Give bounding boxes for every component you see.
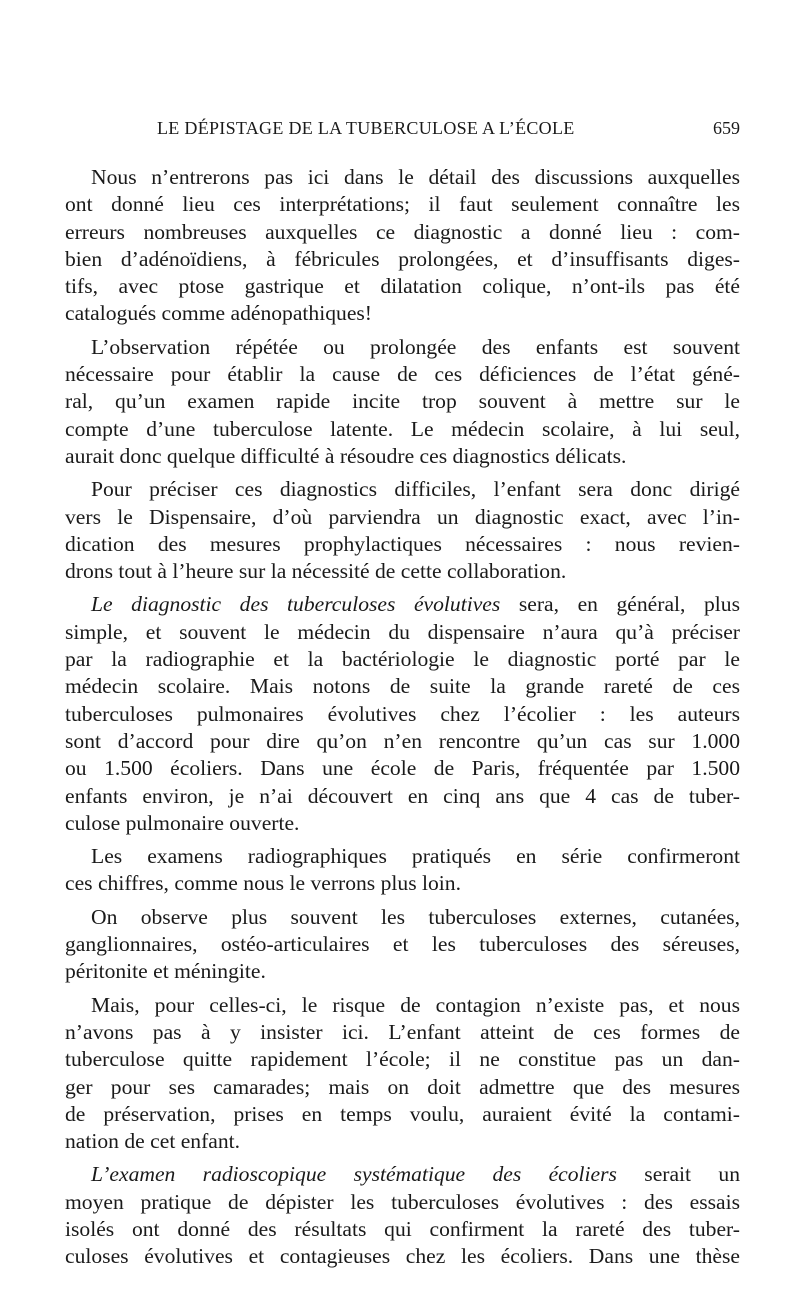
text-line: catalogués comme adénopathiques! — [65, 301, 372, 326]
text-line: vers le Dispensaire, d’où parviendra un diagnostic exact, avec l’in- — [65, 504, 740, 529]
text-line: On observe plus souvent les tuberculoses externes, cutanées, — [91, 904, 740, 929]
text-line: culose pulmonaire ouverte. — [65, 810, 300, 835]
text-line — [65, 1161, 740, 1188]
text-line: ou 1.500 écoliers. Dans une école de Paris, fréquentée par 1.500 — [65, 756, 740, 781]
text-line — [65, 591, 740, 618]
text-line: Pour préciser ces diagnostics difficiles, l’enfant sera donc dirigé — [91, 477, 740, 502]
text-line: tuberculose quitte rapidement l’école; il ne constitue pas un dan- — [65, 1047, 740, 1072]
text-line: Les examens radiographiques pratiqués en série confirmeront — [91, 844, 740, 869]
text-line: tuberculoses pulmonaires évolutives chez l’écolier : les auteurs — [65, 701, 740, 726]
paragraph — [65, 334, 740, 470]
text-line: erreurs nombreuses auxquelles ce diagnostic a donné lieu : com- — [65, 219, 740, 244]
text-line: ont donné lieu ces interprétations; il faut seulement connaître les — [65, 192, 740, 217]
paragraph — [65, 476, 740, 585]
body-text — [65, 164, 740, 1271]
running-title: LE DÉPISTAGE DE LA TUBERCULOSE A L’ÉCOLE — [157, 118, 575, 138]
text-line: nécessaire pour établir la cause de ces déficiences de l’état géné- — [65, 362, 740, 387]
paragraph — [65, 591, 740, 837]
text-line: sont d’accord pour dire qu’on n’en rencontre qu’un cas sur 1.000 — [65, 728, 740, 753]
text-line: ces chiffres, comme nous le verrons plus loin. — [65, 871, 461, 896]
text-line: dication des mesures prophylactiques nécessaires : nous revien- — [65, 531, 740, 556]
paragraph — [65, 843, 740, 898]
text-line: nation de cet enfant. — [65, 1129, 241, 1154]
text-line: Mais, pour celles-ci, le risque de contagion n’existe pas, et nous — [91, 992, 740, 1017]
text-line: bien d’adénoïdiens, à fébricules prolongées, et d’insuffisants diges- — [65, 246, 740, 271]
text-line: ral, qu’un examen rapide incite trop souvent à mettre sur le — [65, 389, 740, 414]
text-line: enfants environ, je n’ai découvert en cinq ans que 4 cas de tuber- — [65, 783, 740, 808]
paragraph — [65, 904, 740, 986]
text-line: culoses évolutives et contagieuses chez les écoliers. Dans une thèse — [65, 1244, 740, 1269]
paragraph — [65, 992, 740, 1156]
page-header — [65, 118, 740, 146]
paragraph — [65, 1161, 740, 1270]
text-line: n’avons pas à y insister ici. L’enfant atteint de ces formes de — [65, 1019, 740, 1044]
text-fragment: sera, en général, plus — [500, 592, 740, 617]
text-line: par la radiographie et la bactériologie le diagnostic porté par le — [65, 647, 740, 672]
text-line: péritonite et méningite. — [65, 959, 266, 984]
page-number: 659 — [713, 118, 740, 138]
text-line: tifs, avec ptose gastrique et dilatation colique, n’ont-ils pas été — [65, 274, 740, 299]
text-line: ganglionnaires, ostéo-articulaires et les tuberculoses des séreuses, — [65, 932, 740, 957]
text-line: médecin scolaire. Mais notons de suite la grande rareté de ces — [65, 674, 740, 699]
text-line: L’observation répétée ou prolongée des enfants est souvent — [91, 334, 740, 359]
text-line: simple, et souvent le médecin du dispensaire n’aura qu’à préciser — [65, 619, 740, 644]
text-line: drons tout à l’heure sur la nécessité de cette collaboration. — [65, 559, 567, 584]
text-line: de préservation, prises en temps voulu, auraient évité la contami- — [65, 1101, 740, 1126]
paragraph — [65, 164, 740, 328]
text-fragment: serait un — [616, 1162, 740, 1187]
text-line: moyen pratique de dépister les tuberculoses évolutives : des essais — [65, 1189, 740, 1214]
italic-heading: L’examen radioscopique systématique des écoliers — [91, 1162, 617, 1187]
text-line: isolés ont donné des résultats qui confirment la rareté des tuber- — [65, 1216, 740, 1241]
italic-heading: Le diagnostic des tuberculoses évolutives — [91, 592, 501, 617]
text-line: compte d’une tuberculose latente. Le médecin scolaire, à lui seul, — [65, 416, 740, 441]
text-line: ger pour ses camarades; mais on doit admettre que des mesures — [65, 1074, 740, 1099]
text-line: Nous n’entrerons pas ici dans le détail des discussions auxquelles — [91, 165, 740, 189]
text-line: aurait donc quelque difficulté à résoudre ces diagnostics délicats. — [65, 443, 627, 468]
